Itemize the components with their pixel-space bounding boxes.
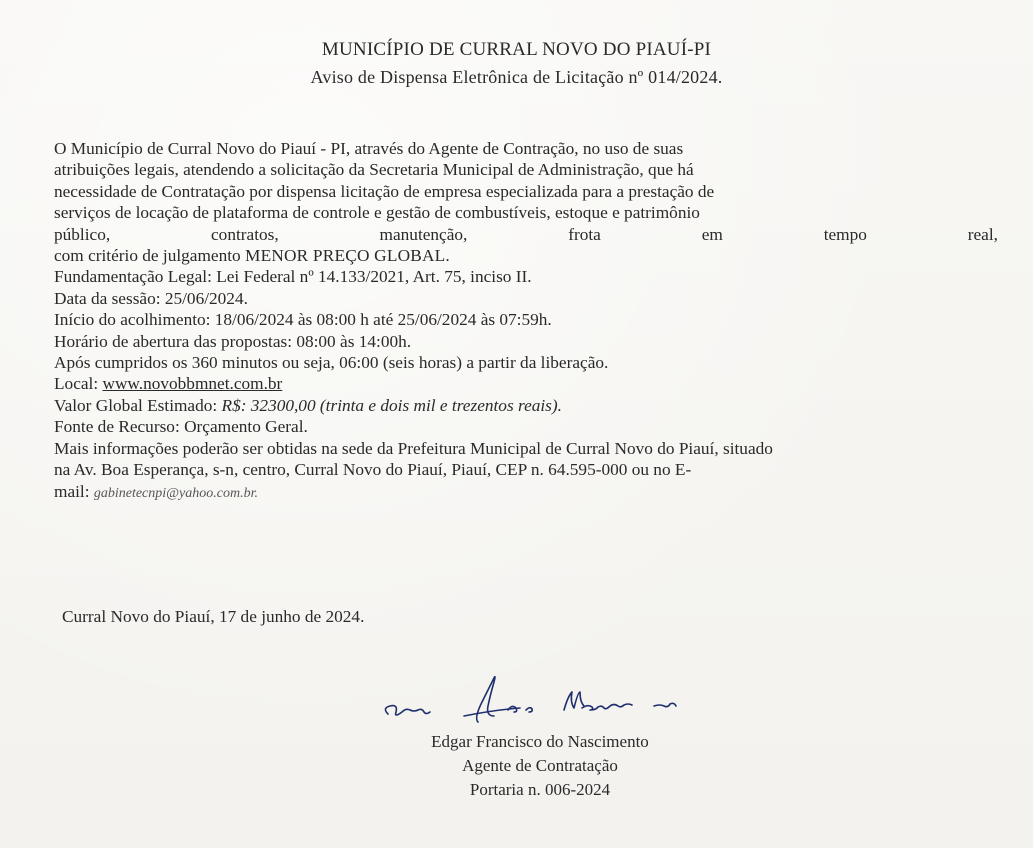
estimated-value-line bbox=[54, 395, 998, 416]
intro-line-5-word: em bbox=[701, 224, 723, 244]
intro-line-4: serviços de locação de plataforma de controle e gestão de combustíveis, estoque e patrimônio bbox=[54, 203, 700, 223]
criteria-value: MENOR PREÇO GLOBAL. bbox=[245, 246, 450, 266]
opening-hours: Horário de abertura das propostas: 08:00 às 14:00h. bbox=[54, 331, 412, 351]
intro-line-5-word: tempo bbox=[823, 224, 867, 244]
after-minutes: Após cumpridos os 360 minutos ou seja, 06:00 (seis horas) a partir da liberação. bbox=[54, 353, 609, 373]
session-date: Data da sessão: 25/06/2024. bbox=[54, 288, 248, 308]
estimated-value: R$: 32300,00 (trinta e dois mil e trezentos reais). bbox=[221, 395, 562, 415]
info-line-1: Mais informações poderão ser obtidas na sede da Prefeitura Municipal de Curral Novo do Piauí, situado bbox=[54, 438, 773, 458]
estimated-value-label: Valor Global Estimado: bbox=[54, 395, 222, 415]
intro-line-3: necessidade de Contratação por dispensa licitação de empresa especializada para a prestação de bbox=[54, 181, 715, 201]
funding-source: Fonte de Recurso: Orçamento Geral. bbox=[54, 417, 308, 437]
intro-line-5-word: público, bbox=[54, 224, 111, 244]
intro-line-2: atribuições legais, atendendo a solicitação da Secretaria Municipal de Administração, que há bbox=[54, 160, 694, 180]
info-line-2: na Av. Boa Esperança, s-n, centro, Curral Novo do Piauí, Piauí, CEP n. 64.595-000 ou no E- bbox=[54, 460, 692, 480]
signer-name: Edgar Francisco do Nascimento bbox=[431, 732, 649, 751]
signature-block bbox=[340, 670, 740, 820]
intro-line-1: O Município de Curral Novo do Piauí - PI, através do Agente de Contração, no uso de suas bbox=[54, 139, 684, 158]
email-label: mail: bbox=[54, 481, 94, 501]
legal-basis: Fundamentação Legal: Lei Federal nº 14.133/2021, Art. 75, inciso II. bbox=[54, 267, 532, 287]
contact-email[interactable]: gabinetecnpi@yahoo.com.br. bbox=[93, 485, 258, 501]
intro-line-5-word: real, bbox=[967, 224, 998, 244]
signer-role: Agente de Contratação bbox=[462, 756, 618, 775]
criteria-prefix: com critério de julgamento bbox=[54, 246, 245, 266]
municipality-title: MUNICÍPIO DE CURRAL NOVO DO PIAUÍ-PI bbox=[321, 39, 712, 60]
location-label: Local: bbox=[54, 374, 103, 394]
signer-info bbox=[340, 730, 740, 802]
reception-period: Início do acolhimento: 18/06/2024 às 08:00 h até 25/06/2024 às 07:59h. bbox=[54, 310, 552, 330]
intro-line-5-word: frota bbox=[568, 224, 601, 244]
location-link[interactable]: www.novobbmnet.com.br bbox=[102, 374, 283, 394]
intro-line-5-word: manutenção, bbox=[379, 224, 468, 244]
location-line bbox=[54, 373, 998, 394]
document-header bbox=[0, 38, 1033, 89]
intro-line-6 bbox=[54, 245, 998, 266]
intro-line-5 bbox=[54, 224, 998, 245]
place-and-date: Curral Novo do Piauí, 17 de junho de 2024. bbox=[62, 607, 365, 626]
notice-subtitle: Aviso de Dispensa Eletrônica de Licitação nº 014/2024. bbox=[310, 67, 723, 87]
signer-portaria: Portaria n. 006-2024 bbox=[469, 780, 611, 799]
notice-body bbox=[54, 138, 998, 504]
info-line-3 bbox=[54, 481, 998, 504]
handwritten-signature bbox=[360, 670, 720, 730]
intro-line-5-word: contratos, bbox=[211, 224, 279, 244]
